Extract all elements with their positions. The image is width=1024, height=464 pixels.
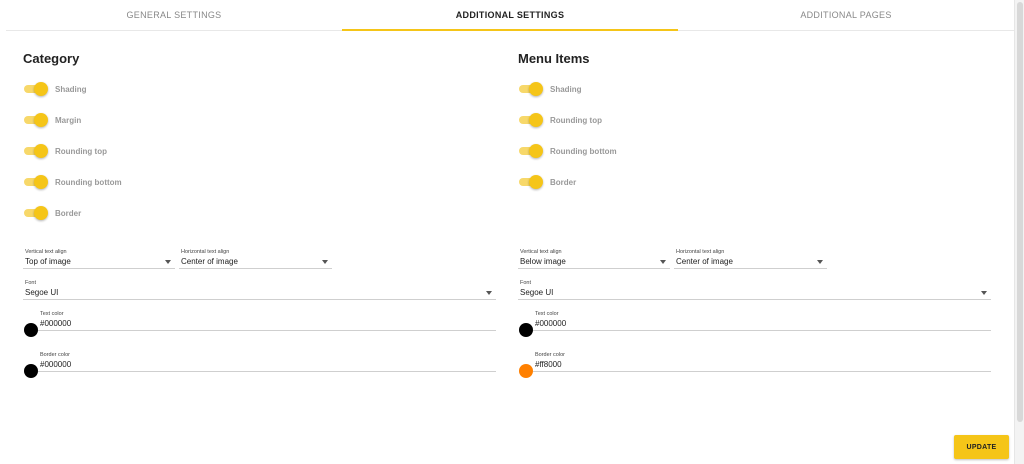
toggle-switch[interactable] <box>22 112 48 128</box>
menu-items-toggle-rounding-top[interactable] <box>517 112 602 128</box>
field-label: Vertical text align <box>520 249 562 255</box>
toggle-label: Rounding top <box>55 146 107 156</box>
field-value: Top of image <box>25 257 71 266</box>
field-value: #000000 <box>40 319 72 328</box>
category-horizontal-align-select[interactable] <box>179 249 332 269</box>
toggle-label: Rounding top <box>550 115 602 125</box>
toggle-label: Shading <box>55 84 87 94</box>
toggle-knob <box>529 175 543 189</box>
dropdown-caret-icon <box>486 291 492 295</box>
dropdown-caret-icon <box>322 260 328 264</box>
menu-items-vertical-align-select[interactable] <box>518 249 670 269</box>
toggle-switch[interactable] <box>22 143 48 159</box>
category-font-select[interactable] <box>23 280 496 300</box>
menu-items-horizontal-align-select[interactable] <box>674 249 827 269</box>
toggle-knob <box>34 113 48 127</box>
menu-items-font-select[interactable] <box>518 280 991 300</box>
field-label: Text color <box>40 311 64 317</box>
category-text-color-swatch[interactable] <box>24 323 38 337</box>
field-value: Center of image <box>676 257 733 266</box>
category-toggle-border[interactable] <box>22 205 81 221</box>
field-label: Font <box>520 280 532 286</box>
toggle-label: Border <box>550 177 577 187</box>
field-value: Center of image <box>181 257 238 266</box>
tab-additional-pages[interactable]: ADDITIONAL PAGES <box>800 10 892 20</box>
field-label: Vertical text align <box>25 249 67 255</box>
toggle-label: Border <box>55 208 82 218</box>
toggle-knob <box>34 144 48 158</box>
field-label: Font <box>25 280 37 286</box>
category-text-color-input[interactable] <box>38 311 496 331</box>
field-value: #000000 <box>40 360 72 369</box>
category-vertical-align-select[interactable] <box>23 249 175 269</box>
toggle-knob <box>34 82 48 96</box>
toggle-knob <box>529 144 543 158</box>
field-label: Horizontal text align <box>676 249 725 255</box>
toggle-label: Rounding bottom <box>550 146 617 156</box>
category-toggle-rounding-bottom[interactable] <box>22 174 122 190</box>
toggle-label: Rounding bottom <box>55 177 122 187</box>
field-label: Border color <box>40 352 70 358</box>
field-label: Text color <box>535 311 559 317</box>
field-label: Border color <box>535 352 565 358</box>
category-border-color-swatch[interactable] <box>24 364 38 378</box>
field-value: Below image <box>520 257 566 266</box>
menu-items-toggle-shading[interactable] <box>517 81 582 97</box>
menu-items-border-color-input[interactable] <box>533 352 991 372</box>
toggle-switch[interactable] <box>22 174 48 190</box>
menu-items-border-color-swatch[interactable] <box>519 364 533 378</box>
category-border-color-input[interactable] <box>38 352 496 372</box>
dropdown-caret-icon <box>165 260 171 264</box>
page-scrollbar[interactable] <box>1014 0 1024 464</box>
toggle-knob <box>529 82 543 96</box>
toggle-switch[interactable] <box>22 205 48 221</box>
scrollbar-thumb[interactable] <box>1017 2 1023 422</box>
field-value: Segoe UI <box>520 288 554 297</box>
field-value: #ff8000 <box>535 360 562 369</box>
toggle-knob <box>529 113 543 127</box>
field-value: #000000 <box>535 319 567 328</box>
field-value: Segoe UI <box>25 288 59 297</box>
menu-items-text-color-swatch[interactable] <box>519 323 533 337</box>
category-toggle-shading[interactable] <box>22 81 87 97</box>
toggle-switch[interactable] <box>517 81 543 97</box>
toggle-switch[interactable] <box>22 81 48 97</box>
toggle-switch[interactable] <box>517 143 543 159</box>
toggle-switch[interactable] <box>517 174 543 190</box>
dropdown-caret-icon <box>817 260 823 264</box>
field-label: Horizontal text align <box>181 249 230 255</box>
toggle-knob <box>34 206 48 220</box>
dropdown-caret-icon <box>660 260 666 264</box>
dropdown-caret-icon <box>981 291 987 295</box>
toggle-switch[interactable] <box>517 112 543 128</box>
toggle-knob <box>34 175 48 189</box>
settings-tabs <box>6 0 1014 31</box>
category-title: Category <box>23 51 80 66</box>
tab-general-settings[interactable]: GENERAL SETTINGS <box>126 10 222 20</box>
menu-items-toggle-rounding-bottom[interactable] <box>517 143 617 159</box>
category-toggle-rounding-top[interactable] <box>22 143 107 159</box>
category-toggle-margin[interactable] <box>22 112 81 128</box>
toggle-label: Shading <box>550 84 582 94</box>
toggle-label: Margin <box>55 115 82 125</box>
menu-items-toggle-border[interactable] <box>517 174 576 190</box>
menu-items-text-color-input[interactable] <box>533 311 991 331</box>
menu-items-title: Menu Items <box>518 51 590 66</box>
update-button[interactable]: UPDATE <box>954 435 1009 459</box>
tab-additional-settings[interactable]: ADDITIONAL SETTINGS <box>342 0 678 30</box>
